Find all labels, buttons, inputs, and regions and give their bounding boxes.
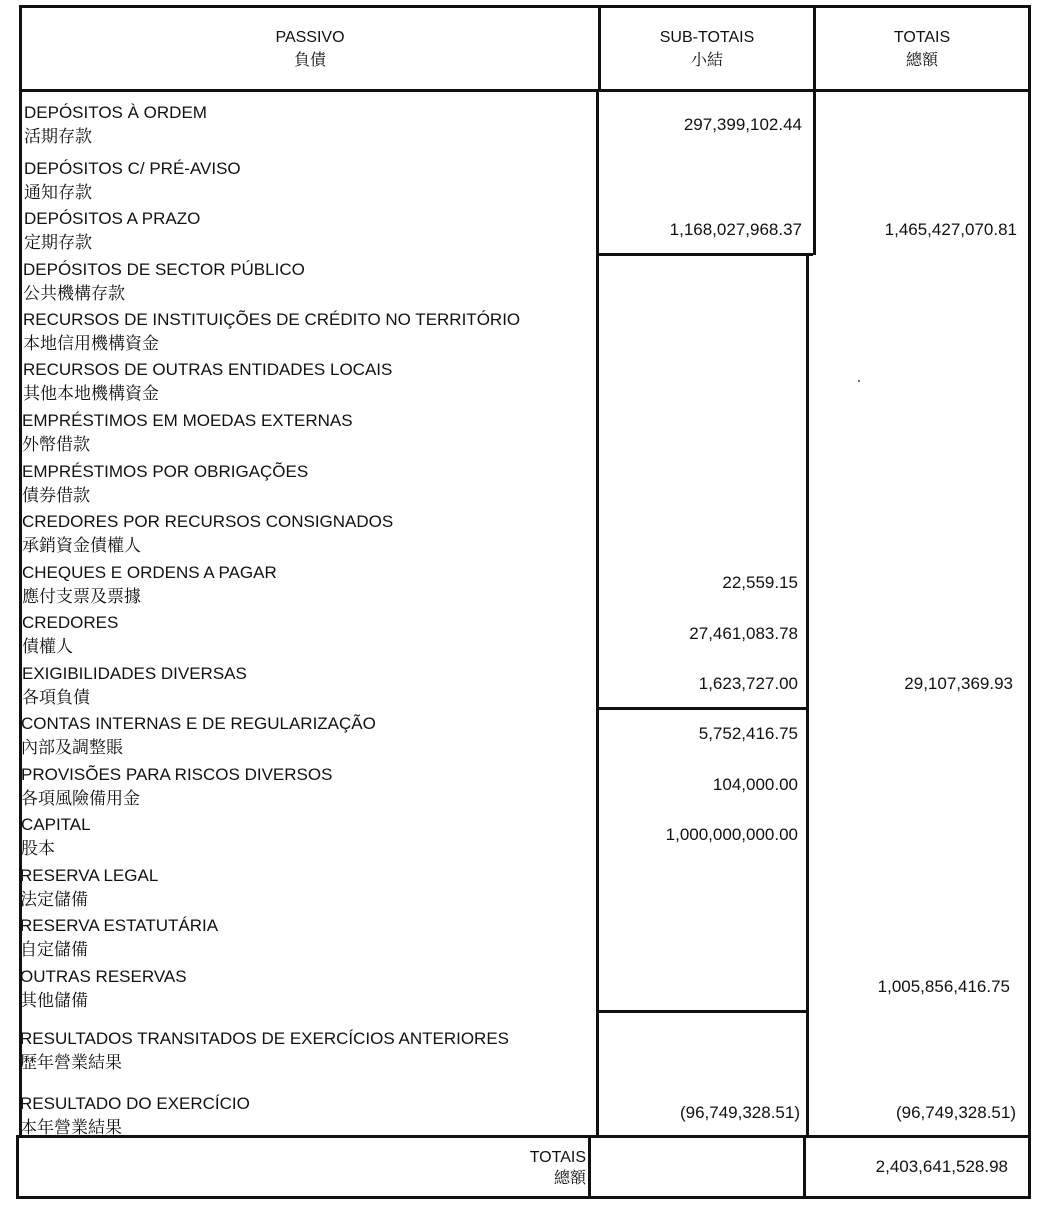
row-label-zh: 各項負債: [22, 688, 90, 707]
row-label-pt: RECURSOS DE INSTITUIÇÕES DE CRÉDITO NO TERRITÓRIO: [23, 310, 521, 329]
row-label-pt: DEPÓSITOS C/ PRÉ-AVISO: [24, 159, 241, 178]
row-label-zh: 定期存款: [24, 233, 92, 252]
header-passivo-pt: PASSIVO: [275, 29, 345, 46]
row-label: [22, 409, 353, 457]
row-label: [21, 763, 332, 811]
row-subtotal: 297,399,102.44: [683, 115, 802, 134]
row-label: [23, 258, 305, 306]
row-subtotal: 27,461,083.78: [689, 624, 798, 643]
row-label-pt: CREDORES POR RECURSOS CONSIGNADOS: [22, 512, 394, 531]
row-label-pt: RESULTADO DO EXERCÍCIO: [20, 1094, 250, 1113]
row-label-pt: EXIGIBILIDADES DIVERSAS: [22, 664, 247, 683]
header-subtotais-pt: SUB-TOTAIS: [659, 29, 755, 46]
row-label: [20, 1027, 509, 1075]
row-label-zh: 外幣借款: [22, 435, 90, 454]
row-label: [22, 611, 118, 659]
row-label: [22, 460, 308, 508]
row-label-pt: EMPRÉSTIMOS EM MOEDAS EXTERNAS: [22, 411, 353, 430]
footer-divider-1: [588, 1135, 591, 1199]
row-label: [22, 662, 247, 710]
row-label-zh: 內部及調整賬: [21, 738, 123, 757]
row-total: 29,107,369.93: [904, 674, 1013, 693]
row-subtotal: (96,749,328.51): [679, 1103, 800, 1122]
footer-divider-2: [803, 1135, 806, 1199]
body-col-divider-1: [596, 92, 599, 1137]
row-label-pt: DEPÓSITOS DE SECTOR PÚBLICO: [23, 260, 305, 279]
group-sep-deposits: [596, 253, 813, 256]
scan-speck: [858, 380, 860, 382]
row-label: [23, 308, 520, 356]
header-totais-zh: 總額: [905, 52, 938, 69]
header-subtotais-zh: 小結: [690, 52, 723, 69]
grand-total: 2,403,641,528.98: [875, 1157, 1008, 1176]
row-label-pt: RESERVA ESTATUTÁRIA: [20, 916, 219, 935]
row-label-zh: 公共機構存款: [23, 284, 125, 303]
row-label: [24, 157, 241, 205]
row-label-zh: 歷年營業結果: [20, 1053, 122, 1072]
row-total: (96,749,328.51): [895, 1103, 1016, 1122]
body-right-border: [1028, 92, 1031, 1137]
row-label: [20, 1092, 250, 1140]
row-label-pt: RESULTADOS TRANSITADOS DE EXERCÍCIOS ANTERIORES: [20, 1029, 509, 1048]
row-label-pt: CAPITAL: [21, 815, 91, 834]
row-label-zh: 自定儲備: [20, 940, 88, 959]
header-totais-pt: TOTAIS: [893, 29, 951, 46]
row-label: [20, 914, 218, 962]
row-label-zh: 本地信用機構資金: [23, 334, 159, 353]
row-label-zh: 法定儲備: [20, 890, 88, 909]
row-label-zh: 其他儲備: [20, 991, 88, 1010]
row-label-pt: RECURSOS DE OUTRAS ENTIDADES LOCAIS: [23, 360, 393, 379]
row-label-zh: 承銷資金債權人: [22, 536, 141, 555]
row-subtotal: 22,559.15: [722, 573, 798, 592]
header-subtotais: [601, 26, 813, 72]
group-sep-liabilities: [596, 707, 809, 710]
row-label-zh: 活期存款: [24, 127, 92, 146]
row-label: [24, 101, 207, 149]
row-subtotal: 1,623,727.00: [698, 674, 798, 693]
row-label-zh: 各項風險備用金: [21, 789, 140, 808]
row-label-zh: 債權人: [22, 637, 73, 656]
row-label: [23, 358, 392, 406]
header-passivo-zh: 負債: [293, 52, 326, 69]
row-label: [20, 864, 158, 912]
row-label-zh: 其他本地機構資金: [23, 384, 159, 403]
footer-label-pt: TOTAIS: [529, 1149, 586, 1166]
body-col-divider-2b: [806, 255, 809, 1137]
footer-label: [420, 1147, 586, 1189]
row-label: [22, 510, 393, 558]
row-label-pt: CONTAS INTERNAS E DE REGULARIZAÇÃO: [21, 714, 376, 733]
row-subtotal: 1,000,000,000.00: [665, 825, 798, 844]
group-sep-reserves: [596, 1010, 809, 1013]
row-label: [20, 965, 187, 1013]
row-label-pt: DEPÓSITOS À ORDEM: [24, 103, 207, 122]
row-label-zh: 通知存款: [24, 183, 92, 202]
row-label-pt: CREDORES: [22, 613, 119, 632]
row-label: [21, 813, 91, 861]
row-label-pt: EMPRÉSTIMOS POR OBRIGAÇÕES: [22, 462, 309, 481]
row-total: 1,005,856,416.75: [877, 977, 1010, 996]
row-label-pt: PROVISÕES PARA RISCOS DIVERSOS: [21, 765, 333, 784]
row-subtotal: 104,000.00: [712, 775, 798, 794]
row-label-pt: DEPÓSITOS A PRAZO: [24, 209, 201, 228]
row-label-zh: 應付支票及票據: [22, 587, 141, 606]
body-col-divider-2a: [813, 92, 816, 255]
row-label: [21, 712, 376, 760]
row-subtotal: 1,168,027,968.37: [669, 220, 802, 239]
row-label-pt: OUTRAS RESERVAS: [20, 967, 187, 986]
header-totais: [816, 26, 1028, 72]
row-label: [22, 561, 277, 609]
footer-label-zh: 總額: [553, 1170, 586, 1187]
row-label-zh: 股本: [21, 839, 55, 858]
row-label: [24, 207, 200, 255]
row-label-zh: 本年營業結果: [20, 1118, 122, 1137]
header-passivo: [22, 26, 598, 72]
row-total: 1,465,427,070.81: [884, 220, 1017, 239]
row-label-pt: RESERVA LEGAL: [20, 866, 159, 885]
row-subtotal: 5,752,416.75: [698, 724, 798, 743]
row-label-pt: CHEQUES E ORDENS A PAGAR: [22, 563, 277, 582]
row-label-zh: 債券借款: [22, 486, 90, 505]
